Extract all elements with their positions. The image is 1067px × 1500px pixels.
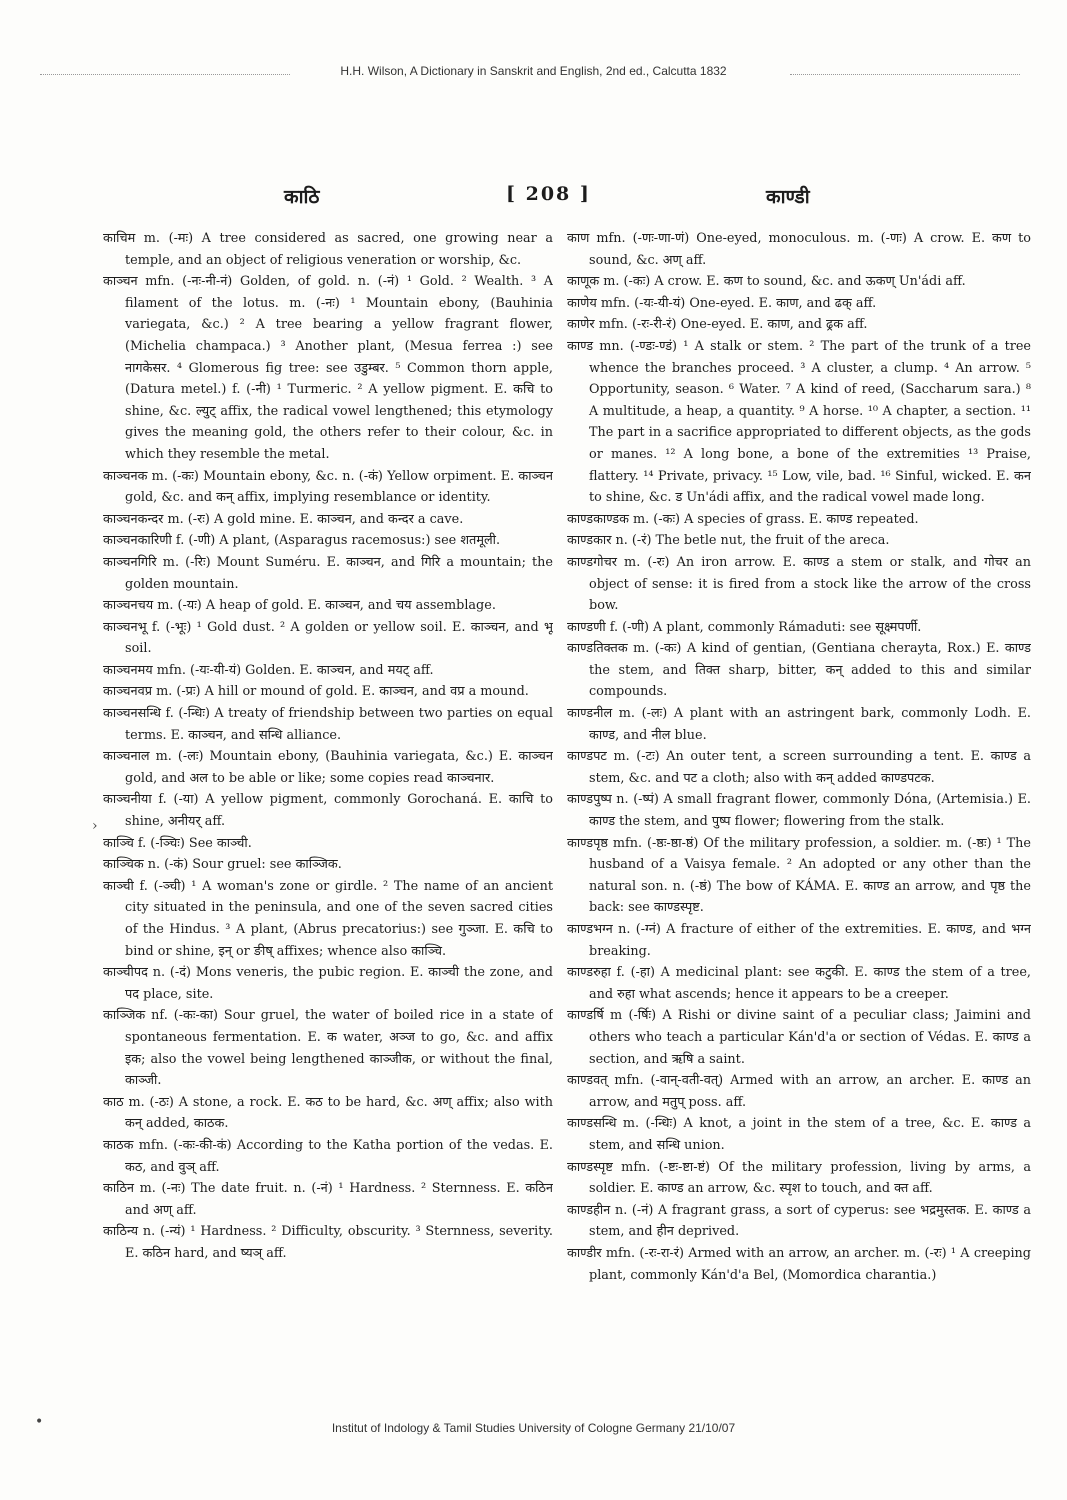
dictionary-entry: काण्ड mn. (-ण्डः-ण्डं) ¹ A stalk or stem. ² The part of the trunk of a tree whence the branches proceed. ³ A cluster, a clump. ⁴ An arrow. ⁵ Opportunity, season. ⁶ Water. ⁷ A kind of reed, (Saccharum sara.) ⁸ A multitude, a heap, a quantity. ⁹ A horse. ¹⁰ A chapter, a section. ¹¹ The part in a sacrifice appropriated to different objects, as the gods or manes. ¹² A long bone, a bone of the extremities ¹³ Praise, flattery. ¹⁴ Private, privacy. ¹⁵ Low, vile, bad. ¹⁶ Sinful, wicked. E. कन to shine, &c. ड Un'ádi affix, and the radical vowel made long.	[567, 338, 1031, 506]
dictionary-entry: काण्डपुष्प n. (-ष्पं) A small fragrant flower, commonly Dóna, (Artemisia.) E. काण्ड the stem, and पुष्प flower; flowering from the stalk.	[567, 792, 1031, 830]
dictionary-entry: काञ्ची f. (-ञ्ची) ¹ A woman's zone or girdle. ² The name of an ancient city situated in the peninsula, and one of the seven sacred cities of the Hindus. ³ A plant, (Abrus precatorius:) see गुञ्जा. E. कचि to bind or shine, इन् or ङीष् affixes; whence also काञ्चि.	[103, 878, 553, 959]
dictionary-entry: काण्डणी f. (-णी) A plant, commonly Rámaduti: see सूक्ष्मपर्णी.	[567, 619, 922, 635]
dictionary-entry: काण्डतिक्तक m. (-कः) A kind of gentian, (Gentiana cherayta, Rox.) E. काण्ड the stem, and तिक्त sharp, bitter, कन् added to this and similar compounds.	[567, 641, 1031, 700]
dictionary-entry: काञ्चनकन्दर m. (-रः) A gold mine. E. काञ्चन, and कन्दर a cave.	[103, 511, 464, 527]
dictionary-entry: काणूक m. (-कः) A crow. E. कण to sound, &c. and ऊकण् Un'ádi aff.	[567, 274, 966, 290]
dictionary-entry: काण्डगोचर m. (-रः) An iron arrow. E. काण्ड a stem or stalk, and गोचर an object of sense: it is fired from a stock like the arrow of the cross bow.	[567, 554, 1031, 614]
dictionary-entry: काण्डर्षि m (-र्षिः) A Rishi or divine saint of a peculiar class; Jaimini and others who teach a particular Kán'd'a or section of Védas. E. काण्ड a section, and ऋषि a saint.	[567, 1008, 1031, 1067]
dictionary-entry: काण्डकार n. (-रं) The betle nut, the fruit of the areca.	[567, 533, 890, 549]
left-column	[103, 228, 553, 1418]
margin-mark: ›	[92, 818, 98, 834]
dictionary-entry: काञ्चनीया f. (-या) A yellow pigment, commonly Gorochaná. E. काचि to shine, अनीयर् aff.	[103, 792, 553, 830]
dictionary-entry: काञ्चनसन्धि f. (-न्धिः) A treaty of friendship between two parties on equal terms. E. काञ्चन, and सन्धि alliance.	[103, 706, 553, 743]
dictionary-entry: काञ्चनकारिणी f. (-णी) A plant, (Asparagus racemosus:) see शतमूली.	[103, 533, 501, 549]
dictionary-entry: काण्डकाण्डक m. (-कः) A species of grass. E. काण्ड repeated.	[567, 511, 919, 527]
source-citation: H.H. Wilson, A Dictionary in Sanskrit and English, 2nd ed., Calcutta 1832	[340, 64, 727, 78]
dictionary-entry: काञ्चनक m. (-कः) Mountain ebony, &c. n. (-कं) Yellow orpiment. E. काञ्चन gold, &c. and कन् affix, implying resemblance or identity.	[103, 468, 553, 506]
dictionary-entry: काञ्चनचय m. (-यः) A heap of gold. E. काञ्चन, and चय assemblage.	[103, 598, 496, 614]
dictionary-entry: काञ्चीपद n. (-दं) Mons veneris, the pubic region. E. काञ्ची the zone, and पद place, site.	[103, 965, 553, 1002]
dictionary-entry: काञ्जिक nf. (-कः-का) Sour gruel, the water of boiled rice in a state of spontaneous fermentation. E. क water, अञ्ज to go, &c. and affix इक; also the vowel being lengthened काञ्जीक, or without the final, काञ्जी.	[103, 1008, 553, 1089]
dictionary-entry: काचिम m. (-मः) A tree considered as sacred, one growing near a temple, and an object of religious veneration or worship, &c.	[103, 231, 553, 268]
dictionary-entry: काण्डपृष्ठ mfn. (-ष्ठः-ष्ठा-ष्ठं) Of the military profession, a soldier. m. (-ष्ठः) ¹ The husband of a Vaisya female. ² An adopted or any other than the natural son. n. (-ष्ठं) The bow of KÁMA. E. काण्ड an arrow, and पृष्ठ the back: see काण्डस्पृष्ट.	[567, 835, 1031, 916]
right-column	[567, 228, 1031, 1418]
dictionary-entry: काण्डपट m. (-टः) An outer tent, a screen surrounding a tent. E. काण्ड a stem, &c. and पट a cloth; also with कन् added काण्डपटक.	[567, 749, 1031, 786]
dictionary-entry: काणेर mfn. (-रः-री-रं) One-eyed. E. काण, and ढ्रक aff.	[567, 317, 868, 333]
dictionary-entry: काञ्चिक n. (-कं) Sour gruel: see काञ्जिक.	[103, 857, 342, 873]
dictionary-entry: काञ्चनवप्र m. (-प्रः) A hill or mound of gold. E. काञ्चन, and वप्र a mound.	[103, 684, 529, 700]
dictionary-entry: काण mfn. (-णः-णा-णं) One-eyed, monoculous. m. (-णः) A crow. E. कण to sound, &c. अण् aff.	[567, 231, 1031, 268]
dictionary-entry: काञ्चनाल m. (-लः) Mountain ebony, (Bauhinia variegata, &c.) E. काञ्चन gold, and अल to be able or like; some copies read काञ्चनार.	[103, 749, 553, 786]
dictionary-entry: काठक mfn. (-कः-की-कं) According to the Katha portion of the vedas. E. कठ, and वुञ् aff.	[103, 1137, 553, 1175]
header-left-catchword: काठि	[284, 186, 320, 208]
dictionary-entry: काञ्चनमय mfn. (-यः-यी-यं) Golden. E. काञ्चन, and मयट् aff.	[103, 662, 434, 678]
page-number: [ 208 ]	[506, 183, 591, 205]
dictionary-entry: काञ्चनभू f. (-भूः) ¹ Gold dust. ² A golden or yellow soil. E. काञ्चन, and भू soil.	[103, 619, 553, 657]
dictionary-entry: काञ्चि f. (-ञ्चिः) See काञ्ची.	[103, 835, 252, 851]
dictionary-entry: काण्डवत् mfn. (-वान्-वती-वत्) Armed with an arrow, an archer. E. काण्ड an arrow, and मतुप् poss. aff.	[567, 1073, 1031, 1110]
dictionary-entry: काण्डसन्धि m. (-न्धिः) A knot, a joint in the stem of a tree, &c. E. काण्ड a stem, and सन्धि union.	[567, 1116, 1031, 1153]
dictionary-entry: काण्डहीन n. (-नं) A fragrant grass, a sort of cyperus: see भद्रमुस्तक. E. काण्ड a stem, and हीन deprived.	[567, 1202, 1031, 1240]
dictionary-entry: काण्डभग्न n. (-ग्नं) A fracture of either of the extremities. E. काण्ड, and भग्न breaking.	[567, 922, 1031, 959]
dictionary-entry: काण्डीर mfn. (-रः-रा-रं) Armed with an arrow, an archer. m. (-रः) ¹ A creeping plant, commonly Kán'd'a Bel, (Momordica charantia.)	[567, 1245, 1031, 1283]
footer-citation: Institut of Indology & Tamil Studies University of Cologne Germany 21/10/07	[331, 1421, 736, 1435]
dictionary-entry: काठिन्य n. (-न्यं) ¹ Hardness. ² Difficulty, obscurity. ³ Sternness, severity. E. कठिन hard, and ष्यञ् aff.	[103, 1224, 553, 1261]
dictionary-entry: काञ्चन mfn. (-नः-नी-नं) Golden, of gold. n. (-नं) ¹ Gold. ² Wealth. ³ A filament of the lotus. m. (-नः) ¹ Mountain ebony, (Bauhinia variegata, &c.) ² A tree bearing a yellow fragrant flower, (Michelia champaca.) ³ Another plant, (Mesua ferrea :) see नागकेसर. ⁴ Glomerous fig tree: see उडुम्बर. ⁵ Common thorn apple, (Datura metel.) f. (-नी) ¹ Turmeric. ² A yellow pigment. E. कचि to shine, &c. ल्युट् affix, the radical vowel lengthened; this etymology gives the meaning gold, the others refer to their colour, &c. in which they resemble the metal.	[103, 274, 553, 462]
dictionary-entry: काण्डनील m. (-लः) A plant with an astringent bark, commonly Lodh. E. काण्ड, and नील blue.	[567, 706, 1031, 743]
margin-mark: •	[35, 1414, 44, 1430]
page-header	[98, 183, 1037, 213]
dictionary-entry: काण्डरुहा f. (-हा) A medicinal plant: see कटुकी. E. काण्ड the stem of a tree, and रुहा what ascends; hence it appears to be a creeper.	[567, 965, 1031, 1002]
dictionary-entry: काठ m. (-ठः) A stone, a rock. E. कठ to be hard, &c. अण् affix; also with कन् added, काठक.	[103, 1094, 553, 1132]
header-right-catchword: काण्डी	[766, 186, 810, 208]
dictionary-entry: काञ्चनगिरि m. (-रिः) Mount Suméru. E. काञ्चन, and गिरि a mountain; the golden mountain.	[103, 554, 553, 592]
dictionary-entry: काणेय mfn. (-यः-यी-यं) One-eyed. E. काण, and ढक् aff.	[567, 295, 877, 311]
dictionary-entry: काण्डस्पृष्ट mfn. (-ष्टः-ष्टा-ष्टं) Of the military profession, living by arms, a soldier. E. काण्ड an arrow, &c. स्पृश to touch, and क्त aff.	[567, 1159, 1031, 1197]
dictionary-entry: काठिन m. (-नः) The date fruit. n. (-नं) ¹ Hardness. ² Sternness. E. कठिन and अण् aff.	[103, 1181, 553, 1218]
